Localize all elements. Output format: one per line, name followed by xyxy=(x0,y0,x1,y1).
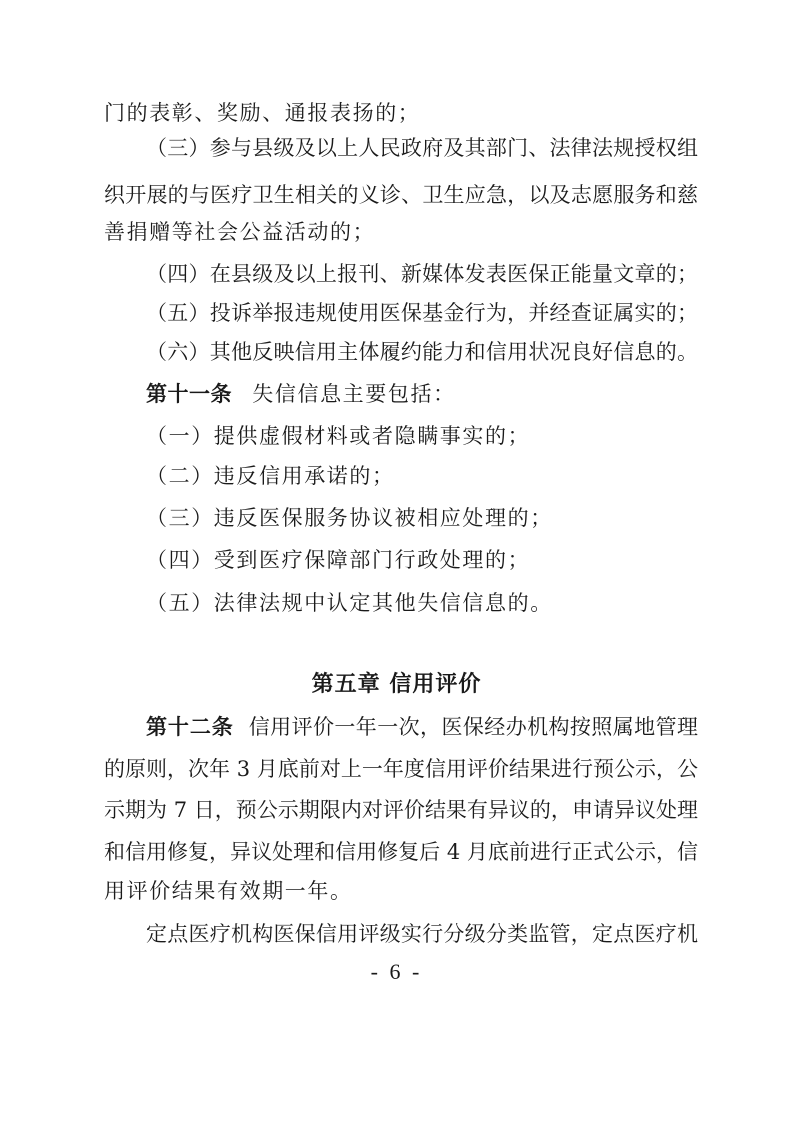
paragraph-line: 善捐赠等社会公益活动的； xyxy=(104,220,376,244)
paragraph-line: 的原则，次年 3 月底前对上一年度信用评价结果进行预公示，公 xyxy=(104,757,698,781)
chapter-heading: 第五章 信用评价 xyxy=(311,672,482,697)
paragraph-line: （六）其他反映信用主体履约能力和信用状况良好信息的。 xyxy=(146,340,698,364)
paragraph-line: 和信用修复，异议处理和信用修复后 4 月底前进行正式公示，信 xyxy=(104,840,698,864)
list-item: （四）受到医疗保障部门行政处理的； xyxy=(146,548,531,572)
list-item: （二）违反信用承诺的； xyxy=(146,464,395,488)
list-item: （三）违反医保服务协议被相应处理的； xyxy=(146,506,553,530)
paragraph-line: （四）在县级及以上报刊、新媒体发表医保正能量文章的； xyxy=(146,262,698,286)
list-item: （一）提供虚假材料或者隐瞒事实的； xyxy=(146,424,531,448)
article-11-label: 第十一条 xyxy=(146,382,232,406)
paragraph-line: 定点医疗机构医保信用评级实行分级分类监管，定点医疗机 xyxy=(146,922,698,946)
paragraph-line: 门的表彰、奖励、通报表扬的； xyxy=(104,101,421,125)
page-number: - 6 - xyxy=(370,959,423,984)
article-11-line xyxy=(146,382,698,406)
paragraph-line: （三）参与县级及以上人民政府及其部门、法律法规授权组 xyxy=(146,136,698,160)
paragraph-line: （五）投诉举报违规使用医保基金行为，并经查证属实的； xyxy=(146,301,698,325)
paragraph-line: 用评价结果有效期一年。 xyxy=(104,879,353,903)
article-12-line xyxy=(146,715,698,739)
paragraph-line: 示期为 7 日，预公示期限内对评价结果有异议的，申请异议处理 xyxy=(104,798,698,822)
list-item: （五）法律法规中认定其他失信信息的。 xyxy=(146,591,553,615)
article-11-text: 失信信息主要包括： xyxy=(252,382,456,406)
paragraph-line: 织开展的与医疗卫生相关的义诊、卫生应急，以及志愿服务和慈 xyxy=(104,183,698,207)
article-12-text: 信用评价一年一次，医保经办机构按照属地管理 xyxy=(248,715,698,739)
article-12-label: 第十二条 xyxy=(146,715,234,739)
